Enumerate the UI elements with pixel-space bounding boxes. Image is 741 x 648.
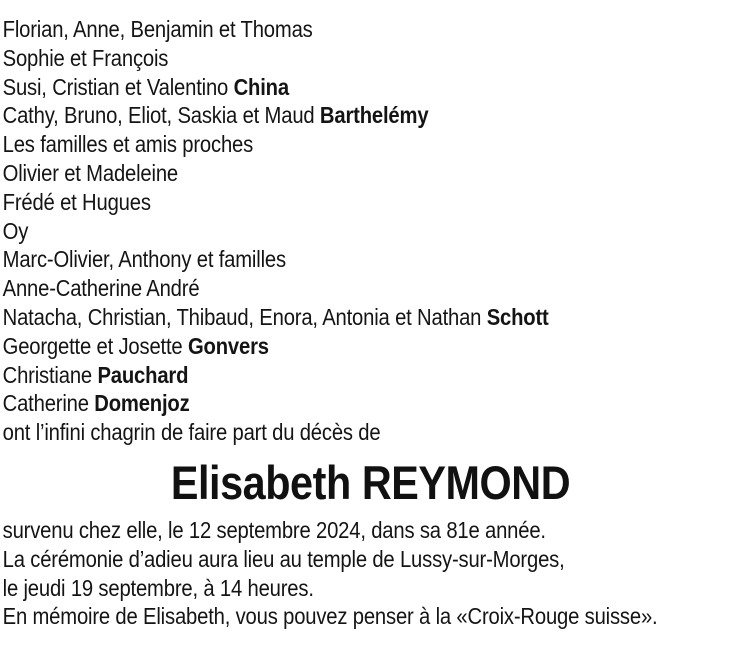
family-line <box>3 44 741 73</box>
family-line-text: Susi, Cristian et Valentino <box>2 73 234 100</box>
family-surname: Schott <box>486 303 549 330</box>
family-surname: Pauchard <box>97 361 189 388</box>
family-line <box>3 389 741 418</box>
deceased-name: Elisabeth REYMOND <box>170 455 571 509</box>
family-line-text: Frédé et Hugues <box>2 188 151 215</box>
family-line <box>3 130 741 159</box>
family-surname: Gonvers <box>187 332 269 359</box>
family-line-text: Christiane <box>2 361 98 388</box>
family-line-text: Oy <box>2 217 29 244</box>
family-line-text: Les familles et amis proches <box>2 131 254 158</box>
family-line <box>3 245 741 274</box>
family-line-text: Natacha, Christian, Thibaud, Enora, Antonia et Nathan <box>2 303 487 330</box>
family-line <box>3 361 741 390</box>
family-line <box>3 303 741 332</box>
family-surname: China <box>233 73 289 100</box>
detail-line-memorial-donation: En mémoire de Elisabeth, vous pouvez penser à la «Croix-Rouge suisse». <box>2 603 658 630</box>
family-line <box>3 101 741 130</box>
detail-line-ceremony-place: La cérémonie d’adieu aura lieu au temple de Lussy-sur-Morges, <box>2 545 565 572</box>
family-line-text: Anne-Catherine André <box>2 275 200 302</box>
detail-line-death: survenu chez elle, le 12 septembre 2024, dans sa 81e année. <box>2 516 546 543</box>
family-line <box>3 274 741 303</box>
detail-line-ceremony-time: le jeudi 19 septembre, à 14 heures. <box>2 574 314 601</box>
family-line-text: Marc-Olivier, Anthony et familles <box>2 246 286 273</box>
family-line <box>3 188 741 217</box>
family-surname: Domenjoz <box>94 390 190 417</box>
family-line-text: Sophie et François <box>2 44 169 71</box>
family-surname: Barthelémy <box>319 102 429 129</box>
family-line <box>3 332 741 361</box>
family-line <box>3 217 741 246</box>
family-line-text: Georgette et Josette <box>2 332 188 359</box>
family-line <box>3 73 741 102</box>
family-line-text: Cathy, Bruno, Eliot, Saskia et Maud <box>2 102 320 129</box>
family-line-text: Florian, Anne, Benjamin et Thomas <box>2 16 313 42</box>
family-line <box>3 159 741 188</box>
ceremony-details-block <box>0 516 741 631</box>
family-line-text: Olivier et Madeleine <box>2 159 178 186</box>
family-line-text: Catherine <box>2 390 95 417</box>
family-line <box>3 15 741 44</box>
intro-line: ont l’infini chagrin de faire part du décès de <box>2 419 381 446</box>
